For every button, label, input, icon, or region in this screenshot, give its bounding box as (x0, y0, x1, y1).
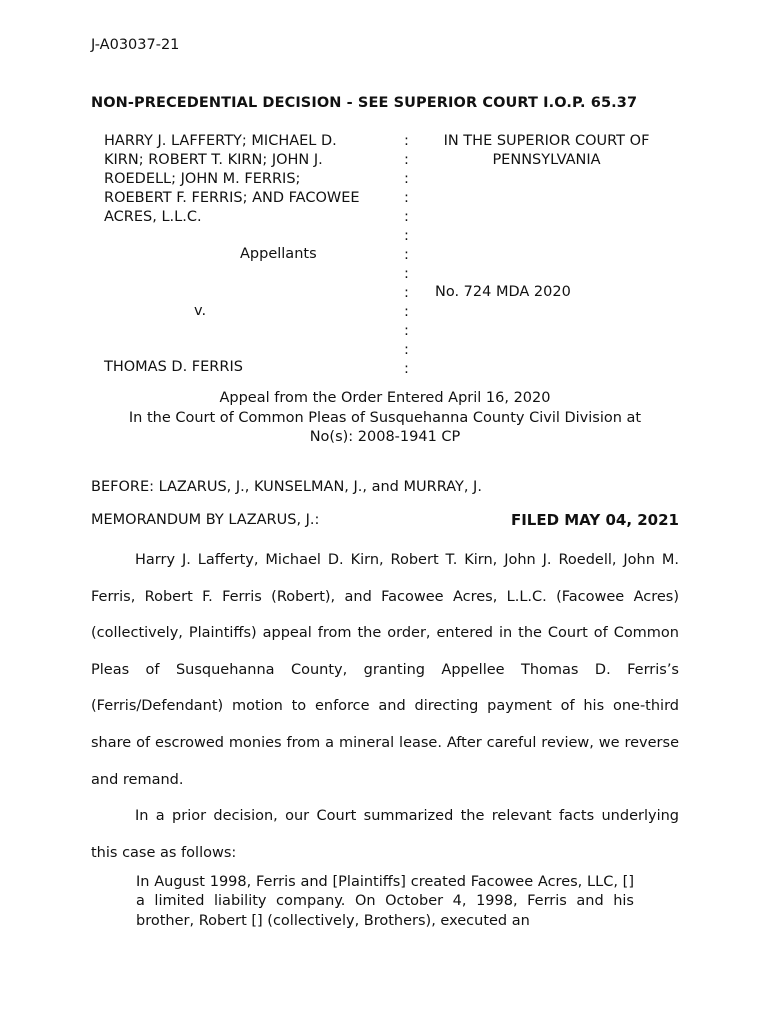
appellee-name: THOMAS D. FERRIS (104, 359, 243, 375)
filed-date: FILED MAY 04, 2021 (510, 511, 679, 529)
docket-id: J-A03037-21 (91, 37, 180, 53)
appellant-line: HARRY J. LAFFERTY; MICHAEL D. (104, 133, 337, 149)
appeal-info (0, 389, 770, 448)
versus-label: v. (194, 303, 207, 319)
appellant-names (104, 132, 360, 227)
court-line: PENNSYLVANIA (492, 152, 601, 168)
case-caption (104, 132, 704, 382)
docket-number: No. 724 MDA 2020 (435, 284, 571, 300)
body-paragraph: Harry J. Lafferty, Michael D. Kirn, Robert T. Kirn, John J. Roedell, John M. Ferris, Robert F. Ferris (Robert), and Facowee Acres, L.L.C. (Facowee Acres) (collectively, Plaintiffs) appeal from the order, entered in the Court of Common Pleas of Susquehanna County, granting Appellee Thomas D. Ferris’s (Ferris/Defendant) motion to enforce and directing payment of his one-third share of escrowed monies from a mineral lease. After careful review, we reverse and remand. (91, 552, 679, 788)
appeal-line: Appeal from the Order Entered April 16, 2020 (219, 390, 551, 406)
appellants-label: Appellants (240, 246, 317, 262)
court-line: IN THE SUPERIOR COURT OF (443, 133, 650, 149)
appellant-line: ROEBERT F. FERRIS; AND FACOWEE (104, 190, 360, 206)
appeal-line: In the Court of Common Pleas of Susquehanna County Civil Division at (128, 409, 642, 426)
appellant-line: KIRN; ROBERT T. KIRN; JOHN J. (104, 152, 323, 168)
appeal-line: No(s): 2008-1941 CP (309, 429, 461, 445)
body-paragraph: In a prior decision, our Court summarized the relevant facts underlying this case as follows: (91, 808, 679, 861)
panel-judges: BEFORE: LAZARUS, J., KUNSELMAN, J., and MURRAY, J. (91, 479, 482, 495)
caption-colon-column: : : : : : : : : : : : : : (404, 133, 409, 377)
appellant-line: ROEDELL; JOHN M. FERRIS; (104, 171, 301, 187)
block-quote: In August 1998, Ferris and [Plaintiffs] created Facowee Acres, LLC, [] a limited liability company. On October 4, 1998, Ferris and his brother, Robert [] (collectively, Brothers), executed an (136, 874, 634, 929)
court-name (434, 132, 659, 170)
memorandum-author: MEMORANDUM BY LAZARUS, J.: (91, 512, 320, 528)
non-precedential-banner: NON-PRECEDENTIAL DECISION - SEE SUPERIOR COURT I.O.P. 65.37 (91, 95, 638, 111)
appellant-line: ACRES, L.L.C. (104, 209, 202, 225)
opinion-body (91, 542, 679, 871)
